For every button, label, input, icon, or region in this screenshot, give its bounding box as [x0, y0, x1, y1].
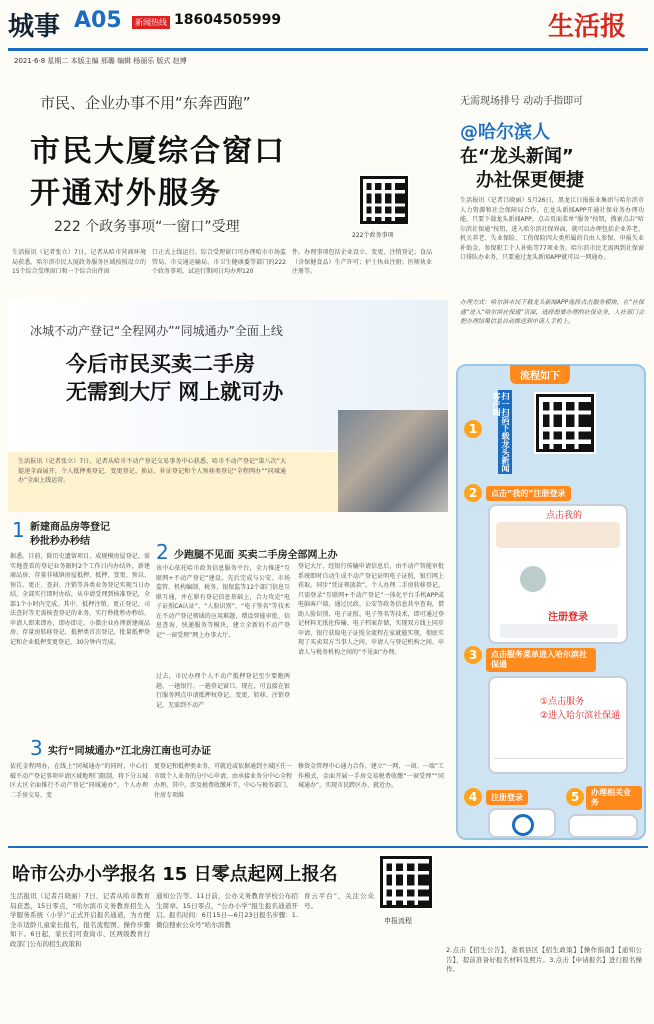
step5-phone-screen: [568, 814, 638, 838]
register-label: 注册登录: [548, 612, 588, 623]
story3-title-line3: 办社保更便捷: [476, 170, 584, 191]
step1-qr-code: [536, 394, 594, 452]
flow-title: 流程如下: [510, 365, 570, 384]
story1-qr-code: [360, 176, 408, 224]
story1-body-col3: 件。办理事项包括企业设立、变更、注销登记；食品（含保健食品）生产许可；护士执业注册；医师执业注册等。: [292, 249, 432, 275]
hotline-number: 18604505999: [174, 12, 282, 28]
story2-s1-body: 据悉，目前，除历史遗留项目、成规模房屋登记、需实地查看的登记业务限时2个工作日内办结外，新建商品房、存量非城镇房屋抵押、抵押、变更、预以、预告、更正、查封、注销等各类业务登记实现当日办结，全部实行即时办结，从申请受理到核准登记，全部1个小时内完成。其中，抵押注销、更正登记、司法查封等无需核查登记的业务，实行秒批秒办秒结，申请人即来即办，即办即走。小微企业办理新建商品房、存量房转移登记、抵押类首次登记、批量抵押登记和企业抵押变更登记，30分钟内完成。: [10, 553, 150, 646]
avatar: [520, 566, 546, 592]
story3-body: 生活报讯（记者吕晓丽）5月26日，黑龙江日报报业集团与哈尔滨市人力资源和社会保障局合作，在龙头新闻APP开通社保业务办理功能，只要下载龙头新闻APP，点击页面菜单“服务”按钮，搜索点击“哈尔滨社保通”按钮，进入哈尔滨社保界面，就可以办理包括企业养老、机关养老、失业保险、工伤保险四大类所属的自由人参保、申报失业补助金、参保职工个人补贴等77项业务。哈尔滨市民无需再到社保窗口排队办业务，只要通过龙头新闻APP就可以一网通办。: [460, 197, 644, 261]
section-name: 城事: [8, 12, 61, 42]
story2-s3-number: 3: [30, 736, 43, 760]
app-logo-icon: [512, 814, 534, 836]
step5-label: 办理相关业务: [586, 786, 642, 810]
story-real-estate: [8, 300, 448, 840]
story3-title-line1: @哈尔滨人: [460, 122, 550, 143]
story-school-enrollment: [8, 846, 648, 1020]
step4-phone-screen: [488, 808, 556, 838]
story4-col1: 生活报讯（记者吕晓丽）7日，记者从哈市教育局获悉，15日零点，“哈尔滨市义务教育招生入学服务系统（小学）”正式开启报名通道，为方便全市适龄儿童家长报名，报名流程图、操作步骤如下。6日起，家长们可查询市、区两级教育行政部门公布的招生政策和: [10, 892, 150, 948]
flow-panel: [456, 364, 646, 840]
story2-photo: [338, 410, 448, 512]
story2-s1-number: 1: [12, 518, 25, 542]
story2-s3-col3: 修资金管理中心通力合作，建立“一网、一窗、一端”工作模式，金面开展一手房交易税费收缴“一窗受理”“同城通办”，实现市民跨区办、就近办。: [298, 763, 444, 789]
story1-title-line2: 开通对外服务: [30, 176, 222, 211]
story2-s1-title2: 秒批秒办秒结: [30, 536, 90, 547]
step4-number: 4: [464, 788, 482, 806]
story4-qr-caption: 申报流程: [384, 917, 412, 925]
story1-body-col1: 生活报讯（记者张立）7日，记者从哈市营商环境局获悉，哈尔滨市民大厦政务服务区域按照设立的15个综合受理窗口和一个综合出件窗: [12, 249, 146, 275]
story4-qr-code: [380, 856, 432, 908]
story1-title-line1: 市民大厦综合窗口: [30, 134, 286, 169]
story2-kicker: 冰城不动产登记“全程网办”“同城通办”全面上线: [30, 324, 283, 338]
step3-click-service: ①点击服务: [540, 697, 585, 707]
story4-rule: [8, 846, 648, 848]
hotline-label: 新闻热线: [132, 16, 170, 29]
step3-enter-harbin: ②进入哈尔滨社保通: [540, 711, 621, 721]
step3-number: 3: [464, 646, 482, 664]
story2-s3-col2: 更登记和抵押类业务，可就近或依据通到主城区任一市级个人业务的分中心申请，由承接业务分中心全程办理。其中，涉及税费收缴环节，中心与税务部门、住房专项维: [154, 763, 293, 799]
story2-s3-col1: 依托金程网办，在线上“同城通办”的同时，中心打破不动产登记事项申请区域地理门限制，将下分五城区大区全面推行不动产登记“同城通办”，个人办理二手房交易、变: [10, 763, 149, 799]
click-mine-label: 点击我的: [546, 511, 583, 521]
step3-phone-screen: [488, 676, 628, 774]
step2-label: 点击“我的”注册登录: [486, 486, 571, 501]
story-social-security: [454, 90, 646, 360]
story-citizen-hall: [10, 90, 440, 295]
page-number: A05: [74, 8, 122, 33]
step3-label: 点击服务菜单进入哈尔滨社保通: [486, 648, 596, 672]
story2-s1-title1: 新建商品房等登记: [30, 522, 110, 533]
step1-number: 1: [464, 420, 482, 438]
newspaper-logo: 生活报: [548, 12, 627, 42]
story4-col3: 育云平台”，关注公众号。: [304, 892, 374, 910]
story2-lead: 生活报讯（记者张立）7日，记者从哈市不动产登记交易事务中心获悉，哈市不动产登记“第八次”大提速全面展开，个人抵押类登记、变更登记、换证、补证登记和个人预移类登记“全程网办”“同城通办”全面上线运营。: [18, 458, 286, 484]
story4-title: 哈市公办小学报名 15 日零点起网上报名: [12, 864, 338, 885]
step2-number: 2: [464, 484, 482, 502]
story2-s2-body2: 过去，市民办理个人不动产抵押登记至少要跑两趟，一趟银行、一趟登记窗口。现在，可直接在银行服务网点申请抵押权登记、变更、转移、注销登记，无需到不动产: [156, 673, 290, 709]
date-line: 2021·6·8 星期二 本版主编 邢璐 编辑 杨丽乐 版式 赵博: [14, 57, 187, 65]
story2-title-line2: 无需到大厅 网上就可办: [66, 380, 284, 404]
header-rule: [8, 48, 648, 51]
story3-title-line2: 在“龙头新闻”: [460, 146, 574, 167]
story1-body-col2: 口正式上线运行。综合受理窗口可办理哈市市场监管局、市交通运输局、市卫生健康委等部门的222个政务事项，试运行期间日均办理120: [152, 249, 286, 275]
story2-s2-title: 少跑腿不见面 买卖二手房全部网上办: [174, 550, 338, 561]
register-button[interactable]: [500, 624, 618, 638]
step2-phone-screen: [488, 504, 628, 644]
story3-kicker: 无需现场排号 动动手指即可: [460, 96, 584, 107]
story2-s2-body1: 该中心依托哈市政务信息服务平台，全力推进“互联网+不动产登记”建设。先后完成与公安、市场监管、机构编制、税务、银保监等12个部门信息互联互通，并在原有登记信息基础上，合力攻克“电子证照CA认证”、“人脸识别”、“电子签名”等技术在不动产登记领域的应用难题，增设智能审批、信息查询、快递服务等模块，建立全新的不动产登记“一窗受理”网上办事大厅。: [156, 565, 290, 639]
masthead: [8, 4, 648, 72]
story1-qr-caption: 222个政务事项: [352, 232, 394, 239]
story1-subtitle: 222 个政务事项“一窗口”受理: [54, 219, 240, 235]
step4-label: 注册登录: [486, 790, 528, 805]
story3-method: 办理方式：哈尔滨市民下载龙头新闻APP选择点击服务模块，在“社保通”进入“哈尔滨社保通”页面，选择想要办理的社保业务，人社部门会把办理结果信息自动推送到申请人手机上。: [460, 299, 644, 325]
story4-col2: 通知公告等。11日前，公办义务教育学校公布招生简章。15日零点，“公办小学”报生报名通道开启。报名时间：6月15日—6月23日报名步骤：1.微信搜索公众号“哈尔滨教: [156, 892, 298, 929]
story2-s2-number: 2: [156, 540, 169, 564]
story4-col4: 2.点击【招生公告】，查看县区【招生政策】【操作指南】【通知公告】，提前准备好报名材料及照片。3.点击【申请报名】进行报名操作。: [446, 946, 642, 973]
step5-number: 5: [566, 788, 584, 806]
step1-vertical-label: 扫一扫码下载龙头新闻客户端: [492, 392, 510, 472]
bottom-nav: [494, 758, 624, 770]
story2-s3-title: 实行“同城通办”江北房江南也可办证: [48, 746, 212, 757]
story1-kicker: 市民、企业办事不用“东奔西跑”: [40, 94, 251, 112]
story2-s2-body3: 登记大厅，经银行传输申请信息后，由不动产智能审批系统即时自动生成不动产登记证明电子证照，银行网上获取，同步“凭证领放款”。个人办理二手房转移登记，只需登录“互联网+不动产登记”一体化平台手机APP或电脑客户端，通过民政、公安等政务信息共享查询，借助人脸识别、电子证照、电子签名等技术，即可通过登记材料无纸化传输、电子档案存储，实现双方线上同步申请，银行获取电子证照全流程在家就能实现，彻底实现了买卖双方当事人之间、申请人与登记机构之间、申请人与税务机构之间的“不见面”办理。: [298, 563, 444, 656]
profile-card: [496, 522, 620, 548]
story2-title-line1: 今后市民买卖二手房: [66, 352, 255, 376]
